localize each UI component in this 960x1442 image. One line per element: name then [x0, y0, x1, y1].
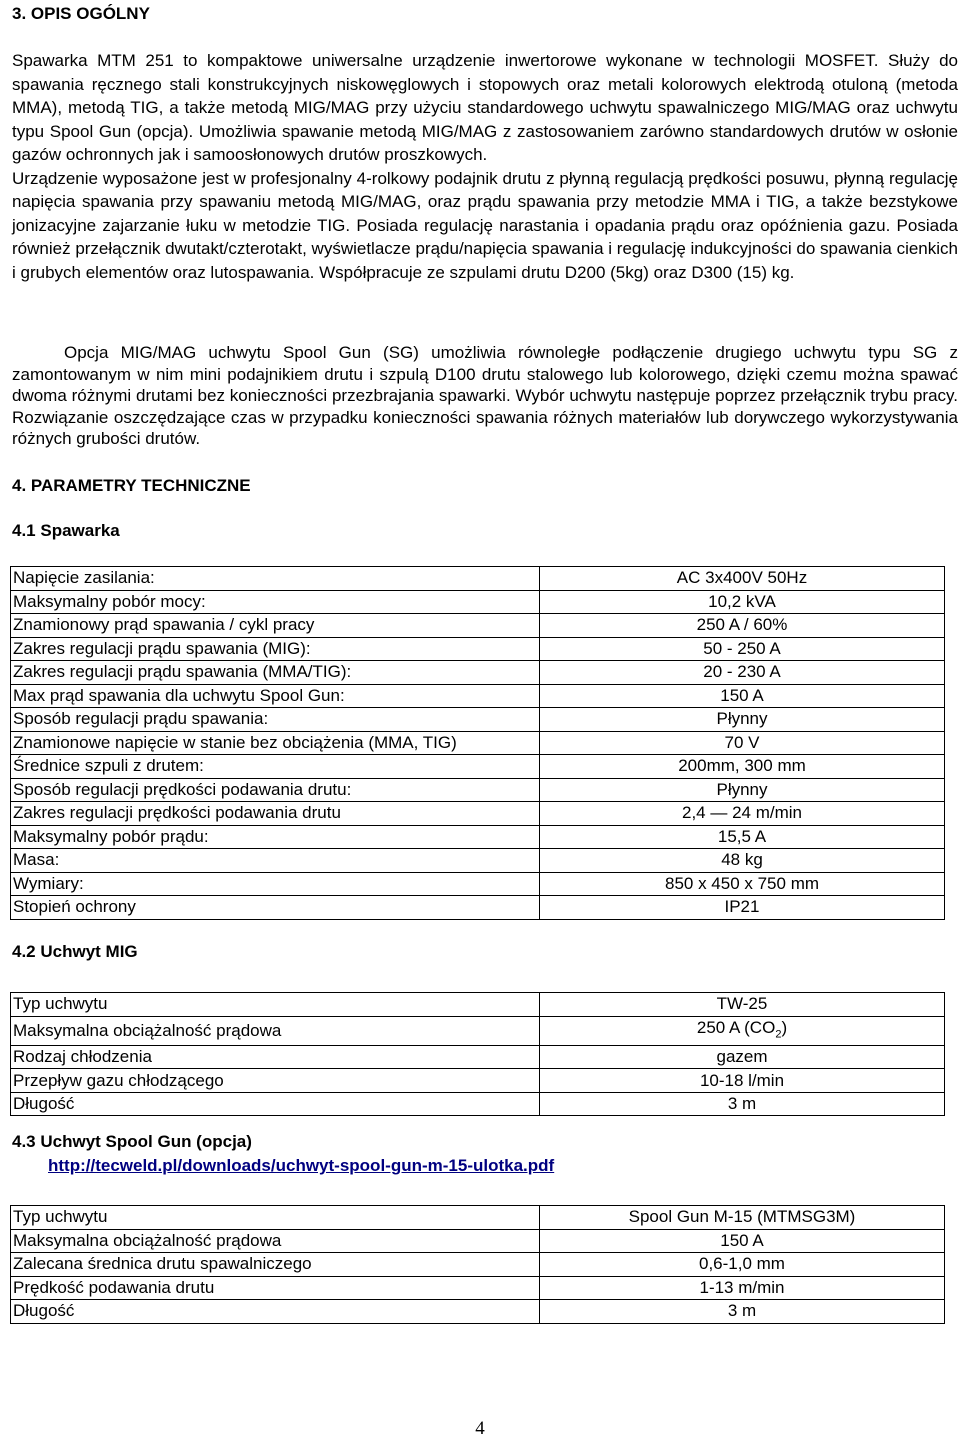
page-number: 4	[475, 1418, 485, 1439]
spec-label: Maksymalna obciążalność prądowa	[11, 1229, 540, 1253]
spec-value-subscript: 2	[775, 1027, 782, 1040]
spec-value: 150 A	[540, 684, 945, 708]
spec-value-suffix: )	[781, 1017, 788, 1037]
spec-label: Zakres regulacji prądu spawania (MIG):	[11, 637, 540, 661]
spec-value: 3 m	[540, 1300, 945, 1324]
spec-label: Znamionowe napięcie w stanie bez obciążenia (MMA, TIG)	[11, 731, 540, 755]
table-row	[11, 755, 945, 779]
spec-label: Napięcie zasilania:	[11, 567, 540, 591]
spec-value: 20 - 230 A	[540, 661, 945, 685]
mig-torch-spec-table	[10, 992, 945, 1116]
spec-label: Zalecana średnica drutu spawalniczego	[11, 1253, 540, 1277]
table-row	[11, 896, 945, 920]
spec-label: Zakres regulacji prędkości podawania drutu	[11, 802, 540, 826]
spec-label: Max prąd spawania dla uchwytu Spool Gun:	[11, 684, 540, 708]
spec-value: 2,4 — 24 m/min	[540, 802, 945, 826]
table-row	[11, 872, 945, 896]
spec-value: 200mm, 300 mm	[540, 755, 945, 779]
table-row	[11, 567, 945, 591]
welder-spec-table	[10, 566, 945, 920]
description-paragraph-1: Spawarka MTM 251 to kompaktowe uniwersalne urządzenie inwertorowe wykonane w technologii MOSFET. Służy do spawania ręcznego stali konstrukcyjnych niskowęglowych i stopowych oraz metali kolorowych elektrodą otuloną (metoda MMA), metodą TIG, a także metodą MIG/MAG przy użyciu standardowego uchwytu spawalniczego MIG/MAG oraz uchwytu typu Spool Gun (opcja). Umożliwia spawanie metodą MIG/MAG z zastosowaniem zarówno standardowych drutów w osłonie gazów ochronnych jak i samoosłonowych drutów proszkowych.	[12, 51, 958, 164]
spec-value: 10,2 kVA	[540, 590, 945, 614]
spec-label: Rodzaj chłodzenia	[11, 1045, 540, 1069]
spec-label: Masa:	[11, 849, 540, 873]
spec-value: gazem	[540, 1045, 945, 1069]
spec-label: Długość	[11, 1092, 540, 1116]
general-description	[12, 49, 958, 284]
table-row	[11, 731, 945, 755]
table-row	[11, 590, 945, 614]
spec-label: Typ uchwytu	[11, 1206, 540, 1230]
table-row	[11, 1276, 945, 1300]
spec-value-main: 250 A (CO	[696, 1017, 776, 1037]
spec-label: Typ uchwytu	[11, 993, 540, 1017]
spec-value: 48 kg	[540, 849, 945, 873]
table-row	[11, 993, 945, 1017]
spec-label: Przepływ gazu chłodzącego	[11, 1069, 540, 1093]
spool-gun-spec-table	[10, 1205, 945, 1324]
table-row	[11, 1069, 945, 1093]
table-row	[11, 1300, 945, 1324]
spec-value: 850 x 450 x 750 mm	[540, 872, 945, 896]
spool-gun-description	[12, 342, 958, 450]
spec-value: Płynny	[540, 778, 945, 802]
spec-label: Maksymalna obciążalność prądowa	[11, 1016, 540, 1045]
spec-label: Maksymalny pobór prądu:	[11, 825, 540, 849]
table-row	[11, 1045, 945, 1069]
spec-label: Prędkość podawania drutu	[11, 1276, 540, 1300]
spec-label: Sposób regulacji prądu spawania:	[11, 708, 540, 732]
table-row	[11, 1016, 945, 1045]
spec-label: Stopień ochrony	[11, 896, 540, 920]
spec-label: Zakres regulacji prądu spawania (MMA/TIG):	[11, 661, 540, 685]
table-row	[11, 1206, 945, 1230]
table-row	[11, 1253, 945, 1277]
spec-value: IP21	[540, 896, 945, 920]
spec-value	[540, 1016, 945, 1045]
spool-gun-leaflet-link[interactable]: http://tecweld.pl/downloads/uchwyt-spool-gun-m-15-ulotka.pdf	[48, 1156, 555, 1175]
spec-value: Spool Gun M-15 (MTMSG3M)	[540, 1206, 945, 1230]
spec-value: AC 3x400V 50Hz	[540, 567, 945, 591]
spec-value: 15,5 A	[540, 825, 945, 849]
spec-value: 50 - 250 A	[540, 637, 945, 661]
description-paragraph-3: Opcja MIG/MAG uchwytu Spool Gun (SG) umożliwia równoległe podłączenie drugiego uchwytu typu SG z zamontowanym w nim mini podajnikiem drutu i szpulą D100 drutu stalowego lub kolorowego, dzięki czemu można spawać dwoma różnymi drutami bez konieczności przezbrajania spawarki. Wybór uchwytu następuje poprzez przełącznik trybu pracy. Rozwiązanie oszczędzające czas w przypadku konieczności spawania różnych materiałów lub dorywczego wykorzystywania różnych grubości drutów.	[12, 343, 958, 448]
description-paragraph-2: Urządzenie wyposażone jest w profesjonalny 4-rolkowy podajnik drutu z płynną regulacją prędkości posuwu, płynną regulację napięcia spawania przy spawaniu metodą MIG/MAG, oraz prądu spawania przy metodzie MMA i TIG, a także bezstykowe jonizacyjne zajarzanie łuku w metodzie TIG. Posiada regulację narastania i opadania prądu oraz opóźnienia gazu. Posiada również przełącznik dwutakt/czterotakt, wyświetlacze prądu/napięcia spawania i regulację indukcyjności do spawania cienkich i grubych elementów oraz lutospawania. Współpracuje ze szpulami drutu D200 (5kg) oraz D300 (15) kg.	[12, 168, 958, 282]
spec-value: Płynny	[540, 708, 945, 732]
spec-value: 150 A	[540, 1229, 945, 1253]
table-row	[11, 637, 945, 661]
section-4-heading: 4. PARAMETRY TECHNICZNE	[12, 476, 251, 495]
spec-value: 70 V	[540, 731, 945, 755]
table-row	[11, 1229, 945, 1253]
table-row	[11, 708, 945, 732]
section-4-3-heading: 4.3 Uchwyt Spool Gun (opcja)	[12, 1132, 252, 1151]
table-row	[11, 684, 945, 708]
table-row	[11, 614, 945, 638]
spec-label: Średnice szpuli z drutem:	[11, 755, 540, 779]
table-row	[11, 661, 945, 685]
spec-value: 3 m	[540, 1092, 945, 1116]
table-row	[11, 825, 945, 849]
section-4-1-heading: 4.1 Spawarka	[12, 521, 120, 540]
spec-value: 1-13 m/min	[540, 1276, 945, 1300]
spec-value: 250 A / 60%	[540, 614, 945, 638]
section-4-2-heading: 4.2 Uchwyt MIG	[12, 942, 138, 961]
table-row	[11, 849, 945, 873]
section-3-heading: 3. OPIS OGÓLNY	[12, 4, 150, 23]
spec-label: Wymiary:	[11, 872, 540, 896]
spec-value: 0,6-1,0 mm	[540, 1253, 945, 1277]
spec-label: Maksymalny pobór mocy:	[11, 590, 540, 614]
spec-label: Długość	[11, 1300, 540, 1324]
spec-label: Znamionowy prąd spawania / cykl pracy	[11, 614, 540, 638]
spec-label: Sposób regulacji prędkości podawania drutu:	[11, 778, 540, 802]
table-row	[11, 802, 945, 826]
spec-value: 10-18 l/min	[540, 1069, 945, 1093]
table-row	[11, 778, 945, 802]
table-row	[11, 1092, 945, 1116]
spec-value: TW-25	[540, 993, 945, 1017]
